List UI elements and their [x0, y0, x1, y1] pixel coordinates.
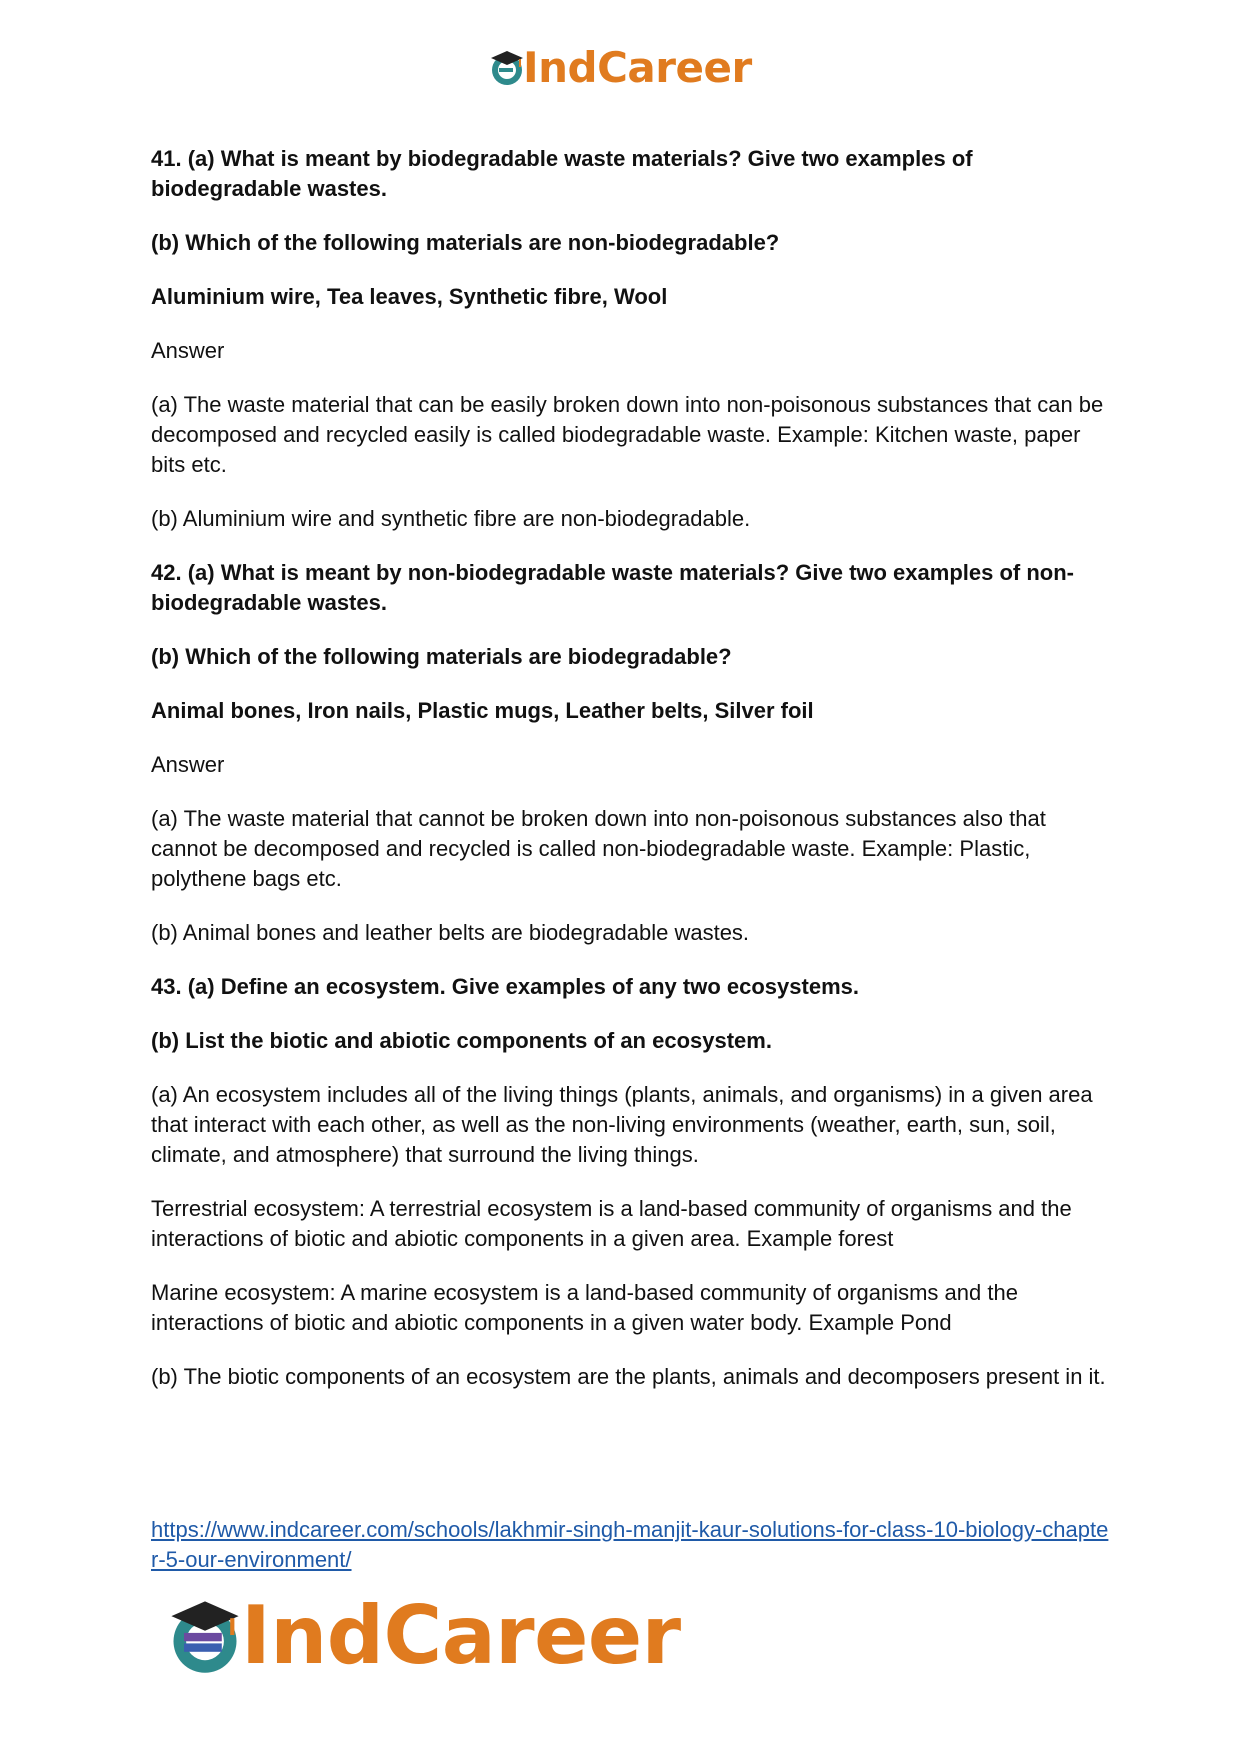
- answer-42b: (b) Animal bones and leather belts are biodegradable wastes.: [151, 920, 750, 945]
- answer-43a: (a) An ecosystem includes all of the living things (plants, animals, and organisms) in a given area that interact with each other, as well as the non-living environments (weather, earth, sun, soil, climate, and atmosphere) that surround the living things.: [151, 1082, 1093, 1167]
- question-41a: 41. (a) What is meant by biodegradable waste materials? Give two examples of biodegradable wastes.: [151, 146, 973, 201]
- answer-heading-41: Answer: [151, 338, 225, 363]
- question-42a: 42. (a) What is meant by non-biodegradable waste materials? Give two examples of non-biodegradable wastes.: [151, 560, 1074, 615]
- answer-heading-42: Answer: [151, 752, 225, 777]
- question-42b-options: Animal bones, Iron nails, Plastic mugs, Leather belts, Silver foil: [151, 698, 814, 723]
- answer-terrestrial: Terrestrial ecosystem: A terrestrial ecosystem is a land-based community of organisms and the interactions of biotic and abiotic components in a given area. Example forest: [151, 1196, 1072, 1251]
- header-logo: [487, 40, 752, 94]
- brand-name-footer: IndCareer: [241, 1588, 681, 1682]
- answer-41a: (a) The waste material that can be easily broken down into non-poisonous substances that can be decomposed and recycled easily is called biodegradable waste. Example: Kitchen waste, paper bits etc.: [151, 392, 1104, 477]
- question-43b: (b) List the biotic and abiotic components of an ecosystem.: [151, 1028, 772, 1053]
- footer-logo: [163, 1585, 681, 1685]
- document-body: [151, 144, 1111, 1416]
- question-43a: 43. (a) Define an ecosystem. Give examples of any two ecosystems.: [151, 974, 859, 999]
- answer-42a: (a) The waste material that cannot be broken down into non-poisonous substances also that cannot be decomposed and recycled is called non-biodegradable waste. Example: Plastic, polythene bags etc.: [151, 806, 1046, 891]
- question-41b-options: Aluminium wire, Tea leaves, Synthetic fibre, Wool: [151, 284, 668, 309]
- graduation-globe-icon: [487, 47, 527, 87]
- brand-name: IndCareer: [523, 42, 752, 92]
- graduation-globe-icon: [163, 1593, 247, 1677]
- answer-41b: (b) Aluminium wire and synthetic fibre are non-biodegradable.: [151, 506, 751, 531]
- question-42b: (b) Which of the following materials are biodegradable?: [151, 644, 732, 669]
- source-link[interactable]: https://www.indcareer.com/schools/lakhmir-singh-manjit-kaur-solutions-for-class-10-biology-chapter-5-our-environment/: [151, 1517, 1109, 1572]
- answer-43b: (b) The biotic components of an ecosystem are the plants, animals and decomposers present in it.: [151, 1364, 1106, 1389]
- question-41b: (b) Which of the following materials are non-biodegradable?: [151, 230, 780, 255]
- answer-marine: Marine ecosystem: A marine ecosystem is a land-based community of organisms and the interactions of biotic and abiotic components in a given water body. Example Pond: [151, 1280, 1018, 1335]
